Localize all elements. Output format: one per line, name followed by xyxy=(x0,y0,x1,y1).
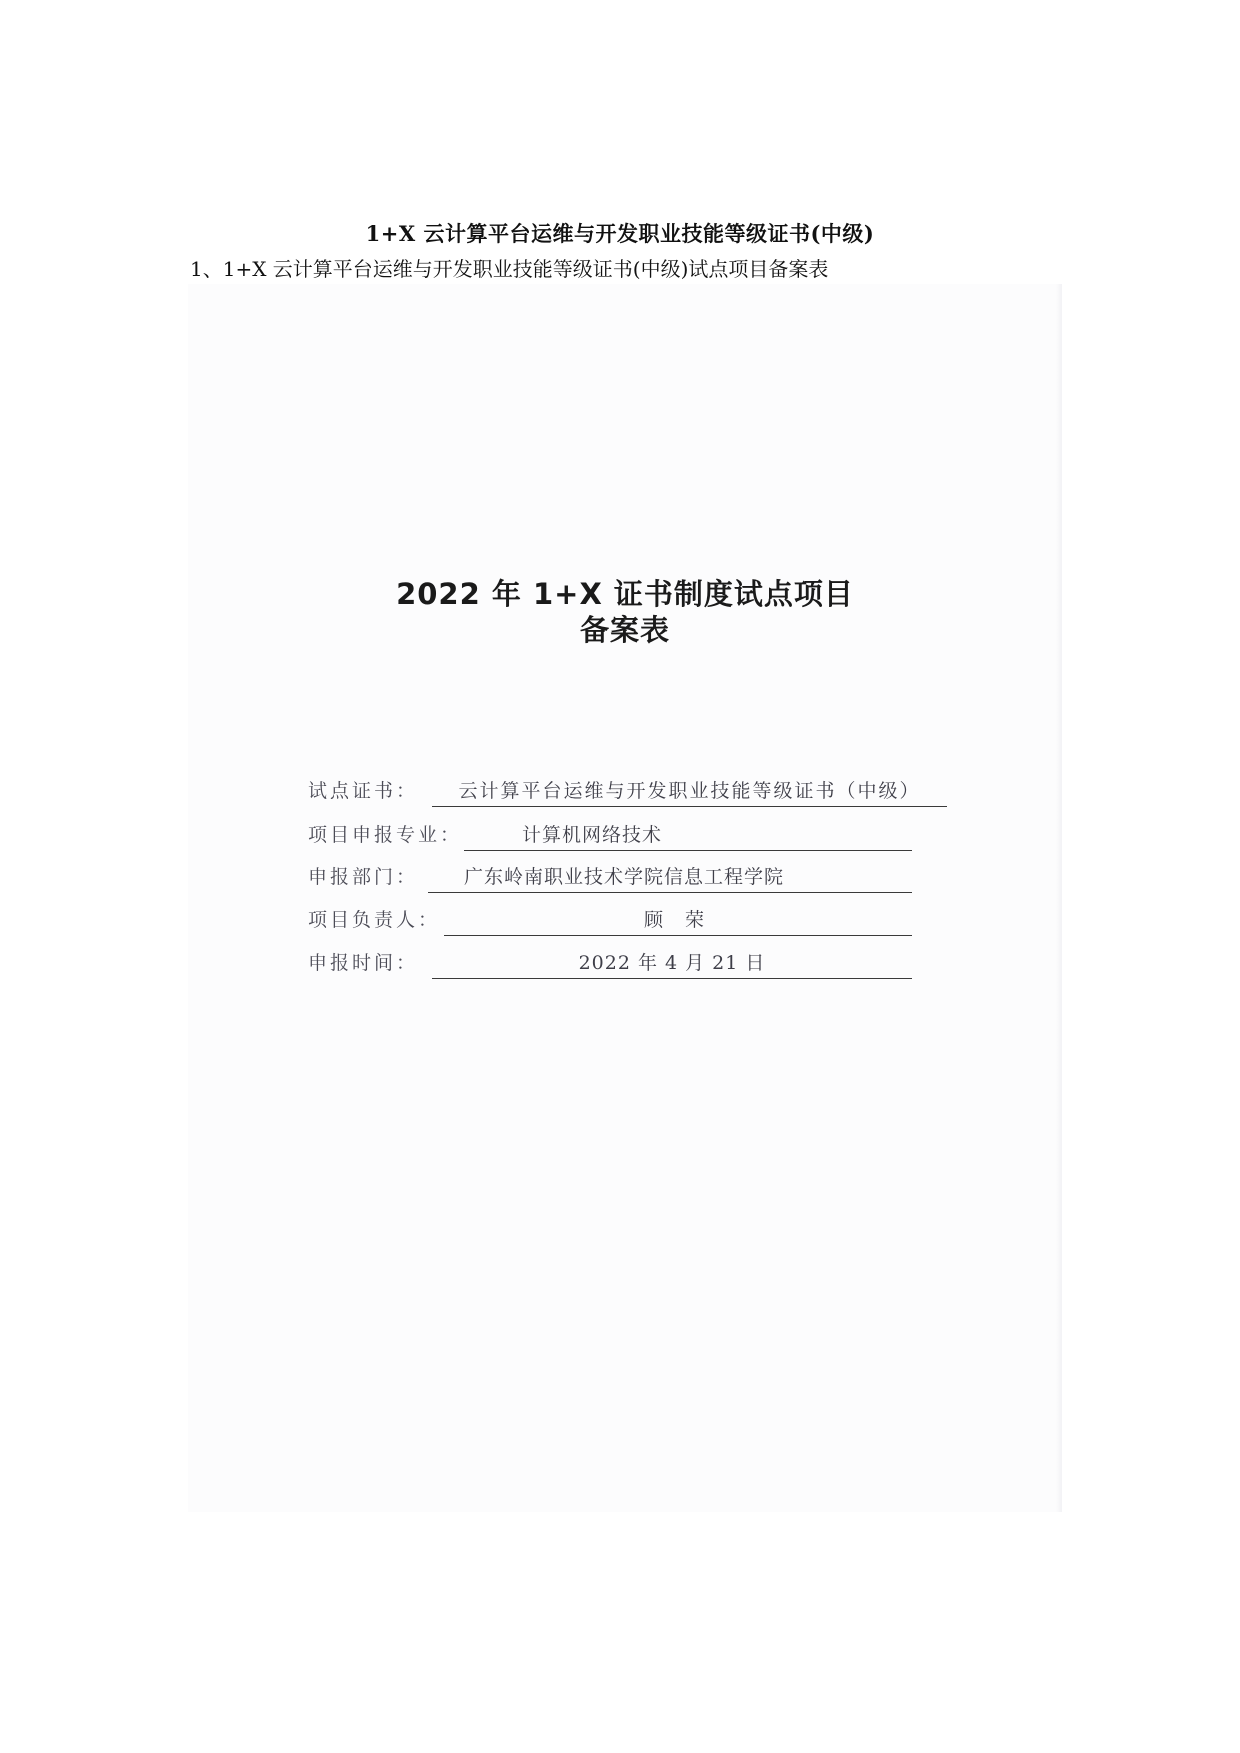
field-label: 申报部门： xyxy=(308,866,419,888)
field-value: 顾 荣 xyxy=(444,905,912,936)
field-label: 试点证书： xyxy=(308,780,419,802)
field-value: 云计算平台运维与开发职业技能等级证书（中级） xyxy=(432,776,947,807)
field-label: 申报时间： xyxy=(308,952,419,974)
document-heading: 1+X 云计算平台运维与开发职业技能等级证书(中级) xyxy=(365,221,875,246)
field-value: 广东岭南职业技术学院信息工程学院 xyxy=(428,862,912,893)
field-label: 项目负责人： xyxy=(308,909,441,931)
form-title: 2022 年 1+X 证书制度试点项目 xyxy=(396,577,854,611)
form-title-second-line: 备案表 xyxy=(579,613,670,647)
field-value: 计算机网络技术 xyxy=(464,820,912,851)
scanned-form-image xyxy=(188,284,1062,1512)
field-label: 项目申报专业： xyxy=(308,824,463,846)
scan-edge xyxy=(1056,284,1062,1512)
document-subheading: 1、1+X 云计算平台运维与开发职业技能等级证书(中级)试点项目备案表 xyxy=(190,257,829,281)
field-value: 2022 年 4 月 21 日 xyxy=(432,948,912,979)
